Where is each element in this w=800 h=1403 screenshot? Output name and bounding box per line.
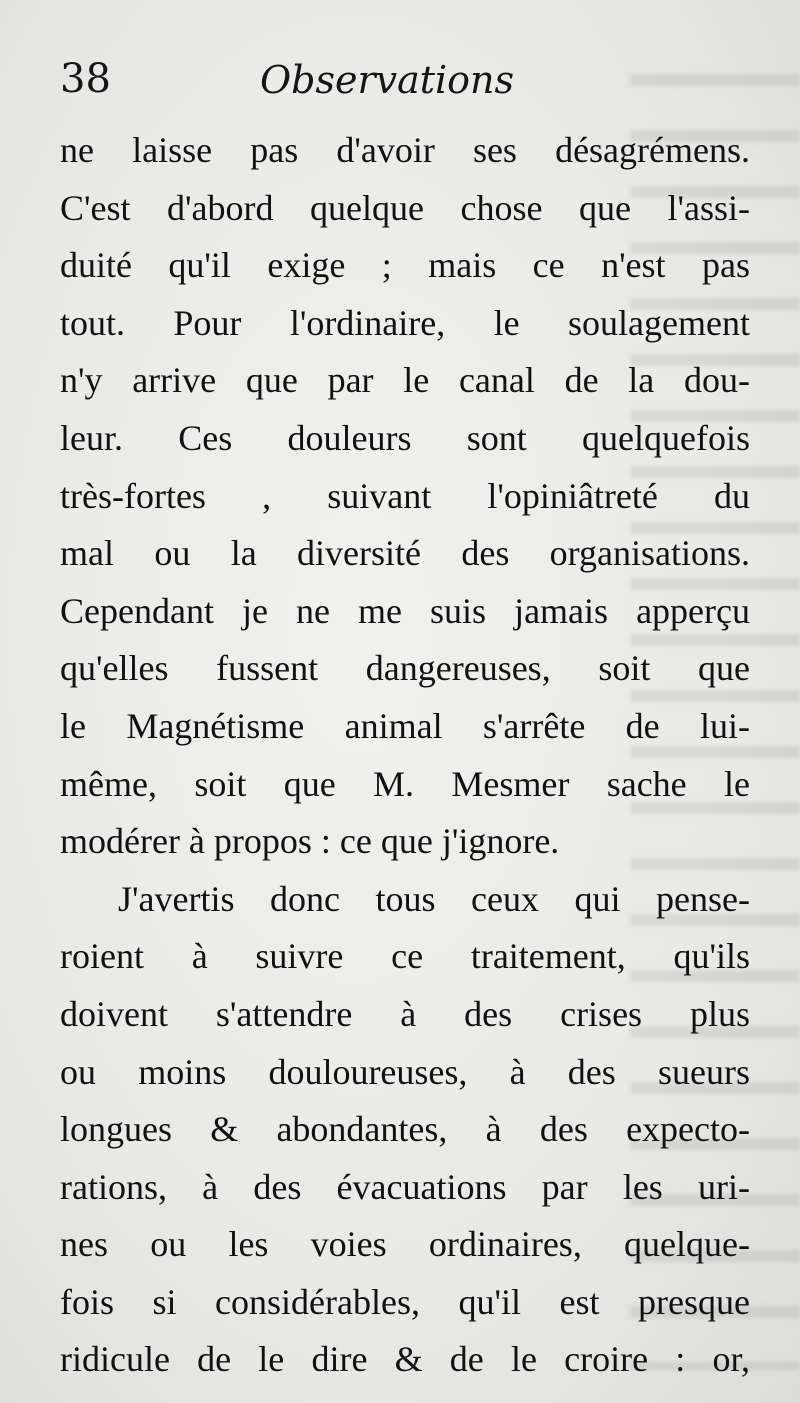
body-text <box>60 122 750 1389</box>
paragraph-end-line: modérer à propos : ce que j'ignore. <box>60 821 560 862</box>
text-line: même, soit que M. Mesmer sache le <box>60 763 750 804</box>
text-line: mal ou la diversité des organisations. <box>60 533 750 574</box>
text-line: fois si considérables, qu'il est presque <box>60 1281 750 1322</box>
text-line: n'y arrive que par le canal de la dou- <box>60 360 750 401</box>
text-line: rations, à des évacuations par les uri- <box>60 1166 750 1207</box>
text-line: ou moins douloureuses, à des sueurs <box>60 1051 750 1092</box>
page-number: 38 <box>60 56 111 102</box>
text-line: roient à suivre ce traitement, qu'ils <box>60 936 750 977</box>
paragraph-start-line: J'avertis donc tous ceux qui pense- <box>118 878 750 919</box>
text-line: duité qu'il exige ; mais ce n'est pas <box>60 245 750 286</box>
text-line: Cependant je ne me suis jamais apperçu <box>60 590 750 631</box>
text-line: leur. Ces douleurs sont quelquefois <box>60 417 750 458</box>
text-line: C'est d'abord quelque chose que l'assi- <box>60 187 750 228</box>
text-line: ne laisse pas d'avoir ses désagrémens. <box>60 130 750 170</box>
text-line: le Magnétisme animal s'arrête de lui- <box>60 705 750 746</box>
text-line: doivent s'attendre à des crises plus <box>60 993 750 1034</box>
page-header <box>60 56 750 116</box>
text-line: nes ou les voies ordinaires, quelque- <box>60 1224 750 1265</box>
running-title: Observations <box>260 58 515 102</box>
text-line: tout. Pour l'ordinaire, le soulagement <box>60 302 750 343</box>
text-line: ridicule de le dire & de le croire : or, <box>60 1339 750 1380</box>
text-line: très-fortes , suivant l'opiniâtreté du <box>60 475 750 516</box>
text-line: longues & abondantes, à des expecto- <box>60 1109 750 1150</box>
text-line: qu'elles fussent dangereuses, soit que <box>60 648 750 689</box>
